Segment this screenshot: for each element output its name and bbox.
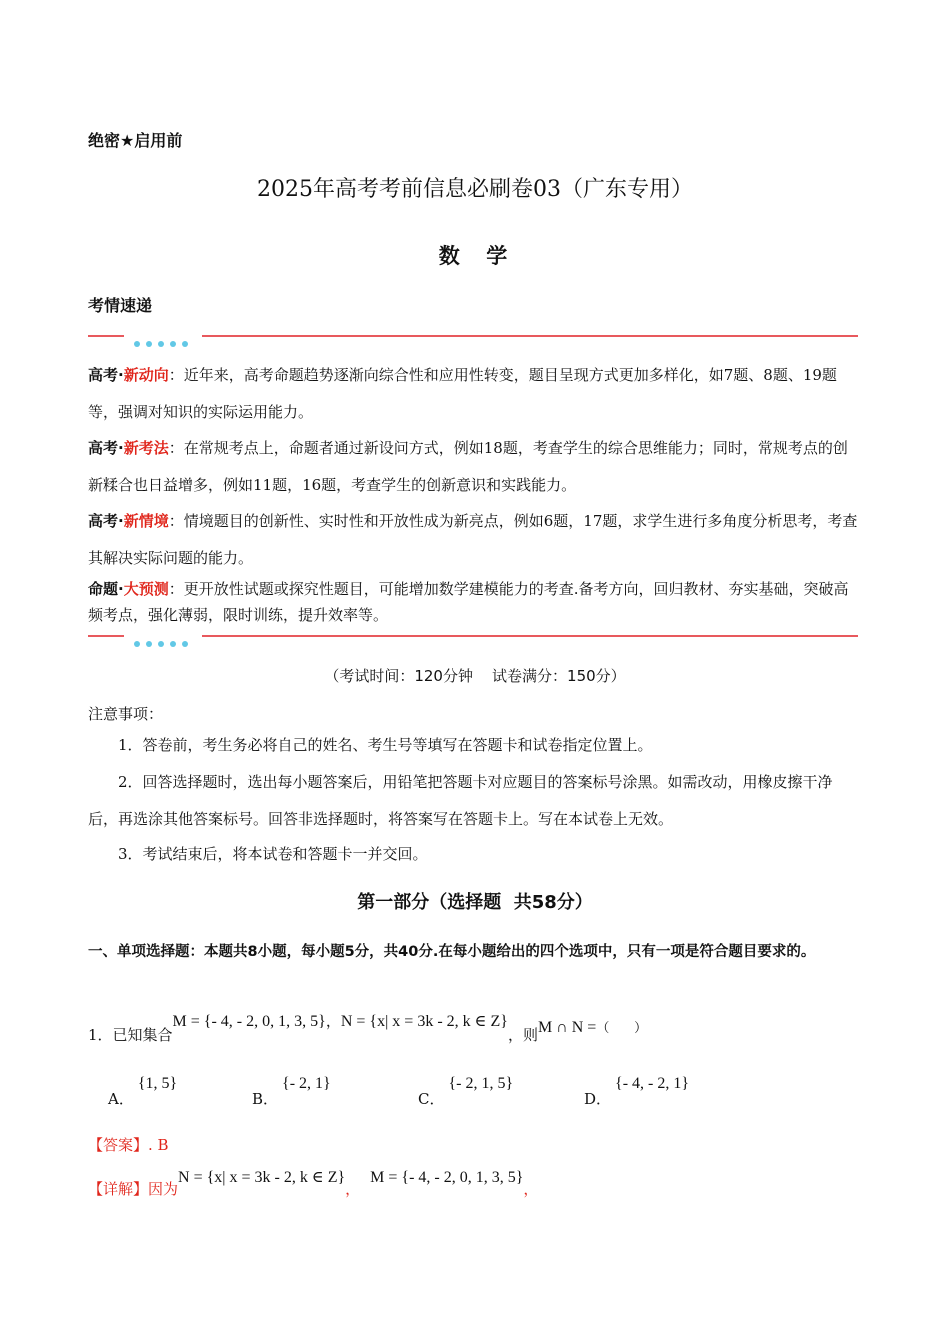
item-label: 新考法 [123, 439, 169, 457]
answer-value: . B [148, 1136, 169, 1154]
option-d[interactable] [584, 1072, 690, 1108]
bottom-divider [88, 630, 858, 642]
detail-sep: ， [345, 1180, 361, 1198]
exam-info: （考试时间：120分钟 试卷满分：150分） [324, 667, 626, 685]
item-label: 新情境 [123, 512, 169, 530]
overview-item-trend [88, 357, 858, 431]
q1-set-m: M = {- 4, - 2, 0, 1, 3, 5} [172, 1013, 326, 1030]
top-divider [88, 330, 858, 342]
note-item: 3．考试结束后，将本试卷和答题卡一并交回。 [118, 845, 428, 863]
item-prefix: 高考· [88, 512, 124, 530]
confidential-label: 绝密★启用前 [88, 131, 183, 150]
option-c[interactable] [418, 1072, 514, 1108]
option-letter: D． [584, 1090, 612, 1108]
paper-title: 2025年高考考前信息必刷卷03（广东专用） [257, 177, 693, 202]
item-text: 在常规考点上，命题者通过新设问方式，例如18题，考查学生的综合思维能力；同时，常规考点的创新糅合也日益增多，例如11题，16题，考查学生的创新意识和实践能力。 [88, 439, 848, 494]
q1-expr: M ∩ N = [537, 1019, 597, 1036]
option-letter: A． [108, 1090, 134, 1108]
note-item: 2．回答选择题时，选出每小题答案后，用铅笔把答题卡对应题目的答案标号涂黑。如需改动，用橡皮擦干净后，再选涂其他答案标号。回答非选择题时，将答案写在答题卡上。写在本试卷上无效。 [88, 773, 833, 828]
detail-end: ， [523, 1180, 539, 1198]
part-title: 第一部分（选择题 共58分） [357, 892, 593, 913]
option-letter: B． [252, 1090, 279, 1108]
q1-comma: ， [325, 1012, 341, 1030]
item-colon: ： [168, 366, 184, 384]
q1-set-n: N = {x| x = 3k - 2, k ∈ Z} [340, 1013, 508, 1030]
detail-line [88, 1166, 539, 1198]
option-b[interactable] [252, 1072, 331, 1108]
note-item: 1．答卷前，考生务必将自己的姓名、考生号等填写在答题卡和试卷指定位置上。 [118, 736, 653, 754]
section-instructions: 一、单项选择题：本题共8小题，每小题5分，共40分.在每小题给出的四个选项中，只有一项是符合题目要求的。 [88, 944, 816, 960]
overview-item-context [88, 503, 858, 577]
option-a[interactable] [108, 1072, 178, 1108]
detail-label: 【详解】 [88, 1180, 149, 1198]
subject-title: 数 学 [438, 244, 512, 268]
overview-item-method [88, 430, 858, 504]
option-letter: C． [418, 1090, 445, 1108]
item-colon: ： [168, 512, 184, 530]
overview-heading: 考情速递 [88, 296, 153, 315]
item-prefix: 高考· [88, 366, 124, 384]
item-label: 新动向 [123, 366, 169, 384]
detail-set-n: N = {x| x = 3k - 2, k ∈ Z} [178, 1169, 346, 1186]
item-prefix: 高考· [88, 439, 124, 457]
item-label: 大预测 [123, 580, 169, 598]
detail-set-m: M = {- 4, - 2, 0, 1, 3, 5} [370, 1169, 524, 1186]
item-prefix: 命题· [88, 580, 124, 598]
item-colon: ： [168, 439, 184, 457]
option-value: {- 2, 1, 5} [448, 1075, 514, 1092]
q1-blank: （ ） [596, 1021, 648, 1036]
item-text: 近年来，高考命题趋势逐渐向综合性和应用性转变，题目呈现方式更加多样化，如7题、8题、19题等，强调对知识的实际运用能力。 [88, 366, 837, 421]
question-1 [88, 1010, 648, 1044]
item-colon: ： [168, 580, 184, 598]
notes-heading: 注意事项： [88, 705, 164, 723]
answer-label: 【答案】 [88, 1136, 149, 1154]
option-value: {- 2, 1} [282, 1075, 331, 1092]
q1-stem-mid: ，则 [507, 1026, 538, 1044]
option-value: {1, 5} [137, 1075, 178, 1092]
overview-item-forecast [88, 576, 858, 628]
item-text: 更开放性试题或探究性题目，可能增加数学建模能力的考查.备考方向，回归教材、夯实基础，突破高频考点，强化薄弱，限时训练，提升效率等。 [88, 580, 849, 624]
detail-text: 因为 [148, 1180, 179, 1198]
q1-stem: 1．已知集合 [88, 1026, 173, 1044]
answer-line [88, 1134, 169, 1155]
item-text: 情境题目的创新性、实时性和开放性成为新亮点，例如6题，17题，求学生进行多角度分析思考，考查其解决实际问题的能力。 [88, 512, 858, 567]
option-value: {- 4, - 2, 1} [615, 1075, 690, 1092]
